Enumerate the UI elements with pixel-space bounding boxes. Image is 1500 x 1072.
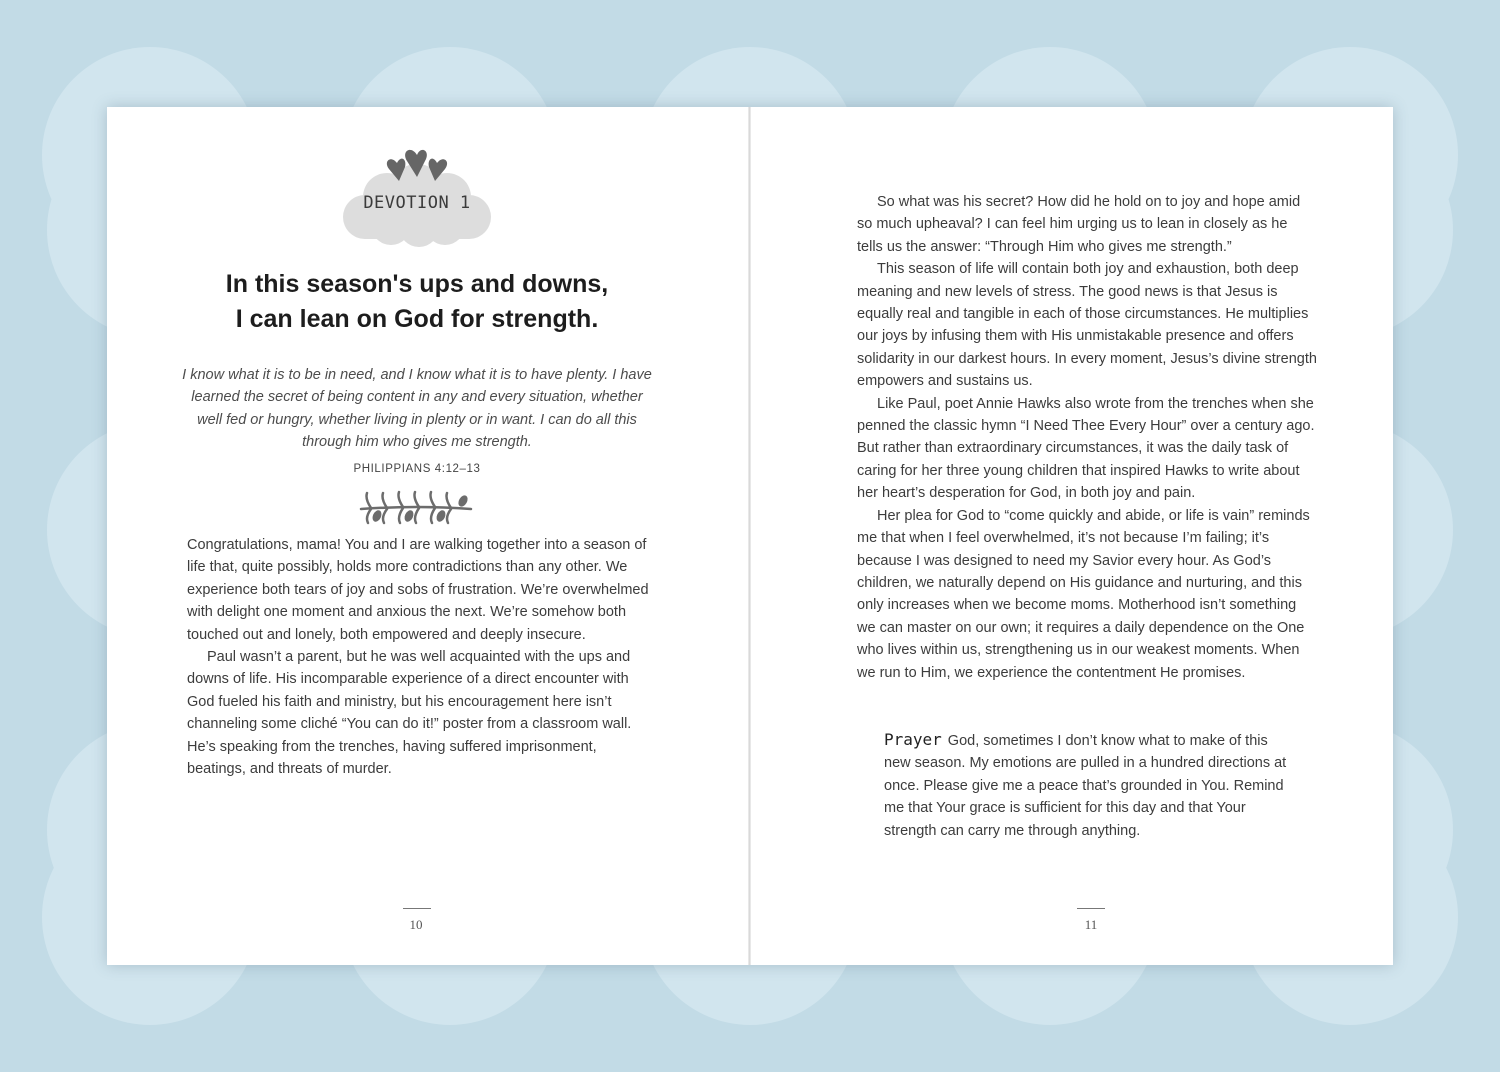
scripture-reference: PHILIPPIANS 4:12–13 [353, 463, 481, 475]
devotion-title [167, 267, 667, 337]
prayer-block [884, 729, 1292, 842]
left-page [107, 107, 749, 965]
body-paragraph: Her plea for God to “come quickly and abide, or life is vain” reminds me that when I feel overwhelmed, it’s not because I’m failing; it’s because I was designed to need my Savior every hour. As God’s children, we naturally depend on His guidance and nurturing, and this only increases when we become moms. Motherhood isn’t something we can master on our own; it requires a daily dependence on the One who lives within us, strengthening us in our weakest moments. When we run to Him, we experience the contentment He promises. [857, 507, 1310, 681]
prayer-text: God, sometimes I don’t know what to make of this new season. My emotions are pulled in a hundred directions at once. Please give me a peace that’s grounded in You. Remind me that Your grace is sufficient for this day and that Your strength can carry me through anything. [884, 733, 1287, 839]
leaf-sprig-icon [357, 487, 475, 527]
right-body-text [857, 191, 1317, 684]
folio-rule [1077, 908, 1105, 909]
page-number: 11 [1084, 917, 1098, 932]
body-paragraph: So what was his secret? How did he hold on to joy and hope amid so much upheaval? I can feel him urging us to lean in closely as he tells us the answer: “Through Him who gives me strength.” [857, 194, 1301, 255]
prayer-label: Prayer [884, 730, 942, 749]
three-hearts-icon [387, 150, 447, 181]
devotion-label: DEVOTION 1 [363, 193, 471, 213]
body-paragraph: Paul wasn’t a parent, but he was well acquainted with the ups and downs of life. His incomparable experience of a direct encounter with God fueled his faith and ministry, but his encouragement here isn’t channeling some cliché “You can do it!” poster from a classroom wall. He’s speaking from the trenches, having suffered imprisonment, beatings, and threats of murder. [187, 649, 632, 778]
page-number: 10 [409, 917, 423, 932]
right-page [750, 107, 1393, 965]
folio-rule [403, 908, 431, 909]
left-body-text [187, 534, 653, 780]
title-line-2: I can lean on God for strength. [235, 305, 599, 333]
book-spread [107, 107, 1393, 965]
title-line-1: In this season's ups and downs, [225, 270, 609, 298]
body-paragraph: Like Paul, poet Annie Hawks also wrote from the trenches when she penned the classic hymn “I Need Thee Every Hour” over a century ago. But rather than extraordinary circumstances, it was the daily task of caring for her three young children that inspired Hawks to write about her heart’s desperation for God, in both joy and pain. [857, 395, 1315, 502]
scripture-verse: I know what it is to be in need, and I know what it is to have plenty. I have learned the secret of being content in any and every situation, whether well fed or hungry, whether living in plenty or in want. I can do all this through him who gives me strength. [182, 367, 652, 451]
body-paragraph: This season of life will contain both joy and exhaustion, both deep meaning and new levels of stress. The good news is that Jesus is equally real and tangible in each of those circumstances. He multiplies our joys by infusing them with His unmistakable presence and offers solidarity in our darkest hours. In every moment, Jesus’s divine strength empowers and sustains us. [857, 261, 1317, 390]
body-paragraph: Congratulations, mama! You and I are walking together into a season of life that, quite possibly, holds more contradictions than any other. We experience both tears of joy and sobs of frustration. We’re overwhelmed with delight one moment and anxious the next. We’re somehow both touched out and lonely, both empowered and deeply insecure. [187, 537, 649, 643]
